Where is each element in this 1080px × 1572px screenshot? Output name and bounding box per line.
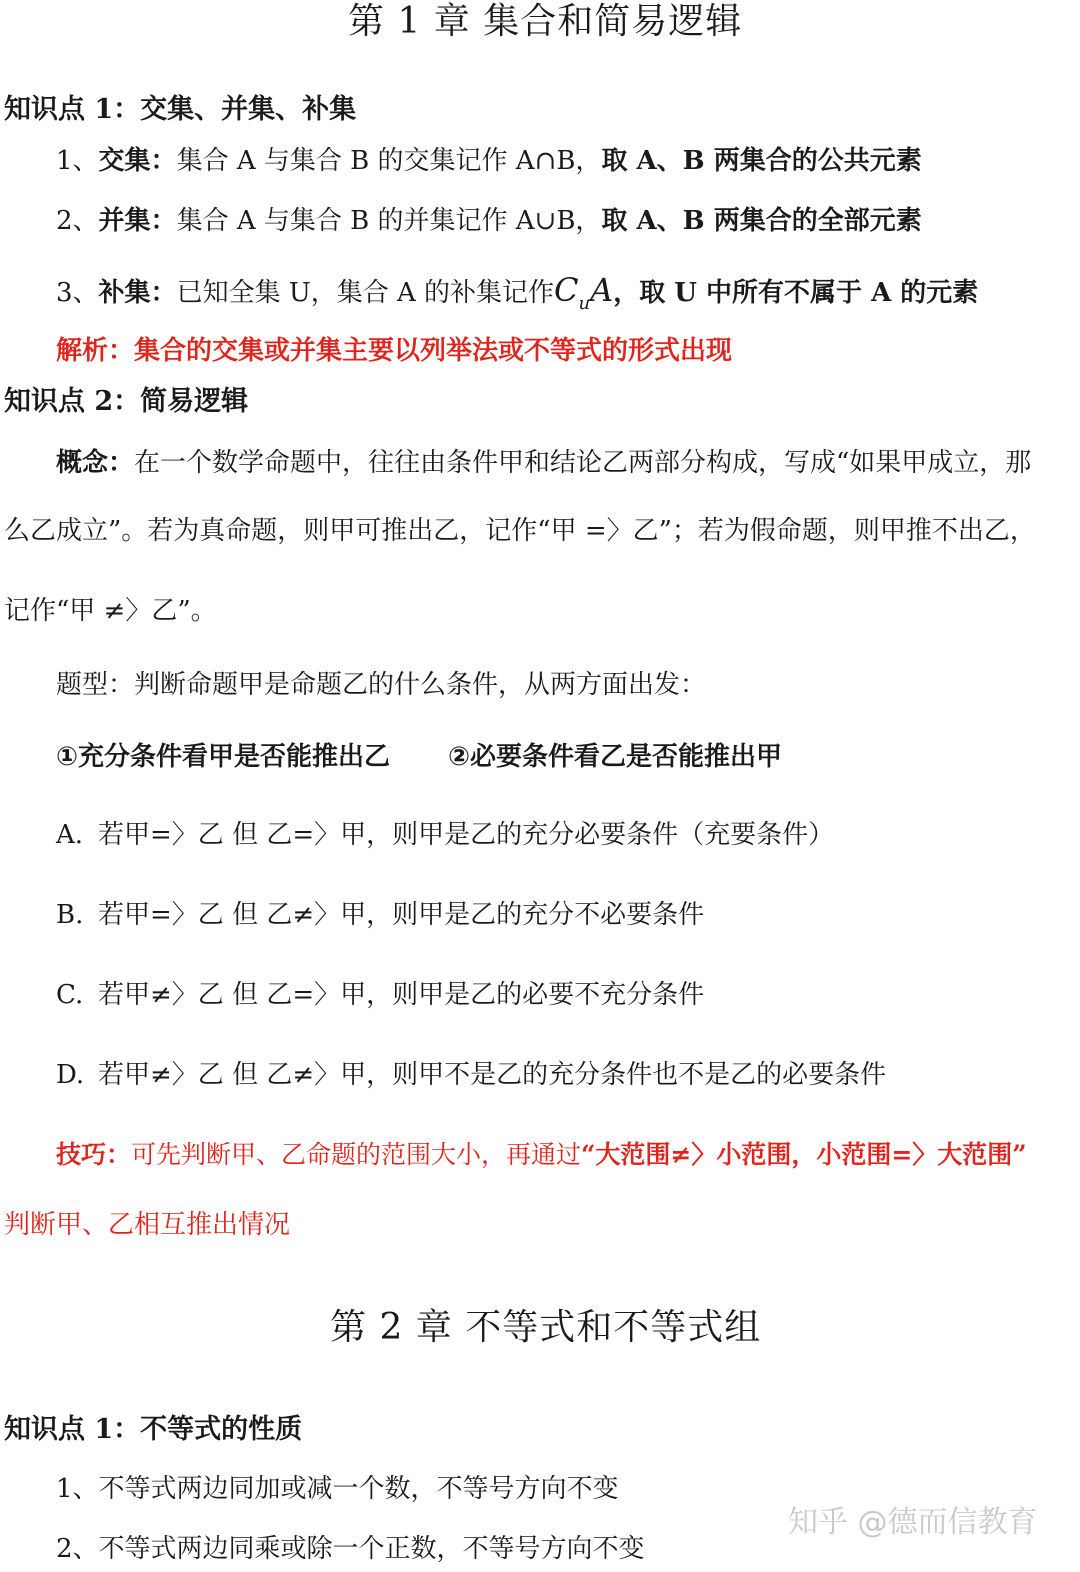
item-term: 补集： [98, 278, 177, 308]
chapter-2-title: 第 2 章 不等式和不等式组 [330, 1307, 762, 1348]
item-text: 集合 A 与集合 B 的交集记作 A∩B， [176, 146, 602, 176]
chapter-1-title: 第 1 章 集合和简易逻辑 [348, 1, 743, 42]
item-number: 1、 [56, 146, 99, 176]
intersection-item [56, 148, 922, 174]
math-a: A [590, 271, 614, 309]
concept-line-3: 记作“甲 ≠〉乙”。 [4, 596, 217, 626]
option-text: 若甲≠〉乙 但 乙≠〉甲，则甲不是乙的充分条件也不是乙的必要条件 [98, 1060, 887, 1090]
item-bold-text: 取 A、B 两集合的公共元素 [601, 146, 922, 176]
zhihu-watermark: 知乎 @德而信教育 [788, 1505, 1038, 1540]
question-type: 题型：判断命题甲是命题乙的什么条件，从两方面出发： [56, 670, 707, 700]
item-text: 已知全集 U，集合 A 的补集记作 [176, 278, 555, 308]
analysis-note: 解析：集合的交集或并集主要以列举法或不等式的形式出现 [56, 336, 733, 366]
item-text: 集合 A 与集合 B 的并集记作 A∪B， [176, 206, 602, 236]
inequality-property-2: 2、不等式两边同乘或除一个正数，不等号方向不变 [56, 1534, 645, 1564]
union-item [56, 208, 922, 234]
item-term: 并集： [98, 206, 177, 236]
item-number: 2、 [56, 206, 99, 236]
item-bold-text: 取 A、B 两集合的全部元素 [601, 206, 922, 236]
option-a [56, 822, 834, 848]
chapter-2-knowledge-point-1-heading: 知识点 1：不等式的性质 [4, 1414, 303, 1445]
complement-notation [554, 271, 614, 314]
option-letter: C. [56, 980, 84, 1010]
item-number: 3、 [56, 278, 99, 308]
knowledge-point-1-heading: 知识点 1：交集、并集、补集 [4, 94, 357, 125]
item-bold-text: ，取 U 中所有不属于 A 的元素 [613, 278, 979, 308]
math-c: C [554, 271, 579, 309]
tip-line-2: 判断甲、乙相互推出情况 [4, 1210, 291, 1240]
knowledge-point-2-heading: 知识点 2：简易逻辑 [4, 386, 249, 417]
inequality-property-1: 1、不等式两边同加或减一个数，不等号方向不变 [56, 1474, 619, 1504]
option-letter: B. [56, 900, 84, 930]
option-c [56, 982, 704, 1008]
tip-line-1 [56, 1142, 1027, 1167]
concept-line-1 [56, 450, 1031, 476]
option-text: 若甲=〉乙 但 乙=〉甲，则甲是乙的充分必要条件（充要条件） [98, 820, 835, 850]
tip-text: 可先判断甲、乙命题的范围大小，再通过 [131, 1140, 582, 1169]
concept-label: 概念： [56, 448, 135, 478]
option-text: 若甲≠〉乙 但 乙=〉甲，则甲是乙的必要不充分条件 [98, 980, 705, 1010]
math-subscript: u [578, 293, 591, 314]
concept-line-2: 么乙成立”。若为真命题，则甲可推出乙，记作“甲 =〉乙”；若为假命题，则甲推不出乙， [4, 516, 1036, 546]
item-term: 交集： [98, 146, 177, 176]
option-letter: D. [56, 1060, 85, 1090]
tip-label: 技巧： [56, 1140, 132, 1169]
option-text: 若甲=〉乙 但 乙≠〉甲，则甲是乙的充分不必要条件 [98, 900, 705, 930]
option-d [56, 1062, 886, 1088]
necessary-condition: ②必要条件看乙是否能推出甲 [448, 742, 783, 772]
concept-text: 在一个数学命题中，往往由条件甲和结论乙两部分构成，写成“如果甲成立，那 [134, 448, 1032, 478]
tip-bold-text: “大范围≠〉小范围，小范围=〉大范围” [581, 1140, 1027, 1169]
option-letter: A. [56, 820, 84, 850]
option-b [56, 902, 704, 928]
sufficient-condition: ①充分条件看甲是否能推出乙 [56, 742, 391, 772]
complement-item [56, 271, 979, 314]
